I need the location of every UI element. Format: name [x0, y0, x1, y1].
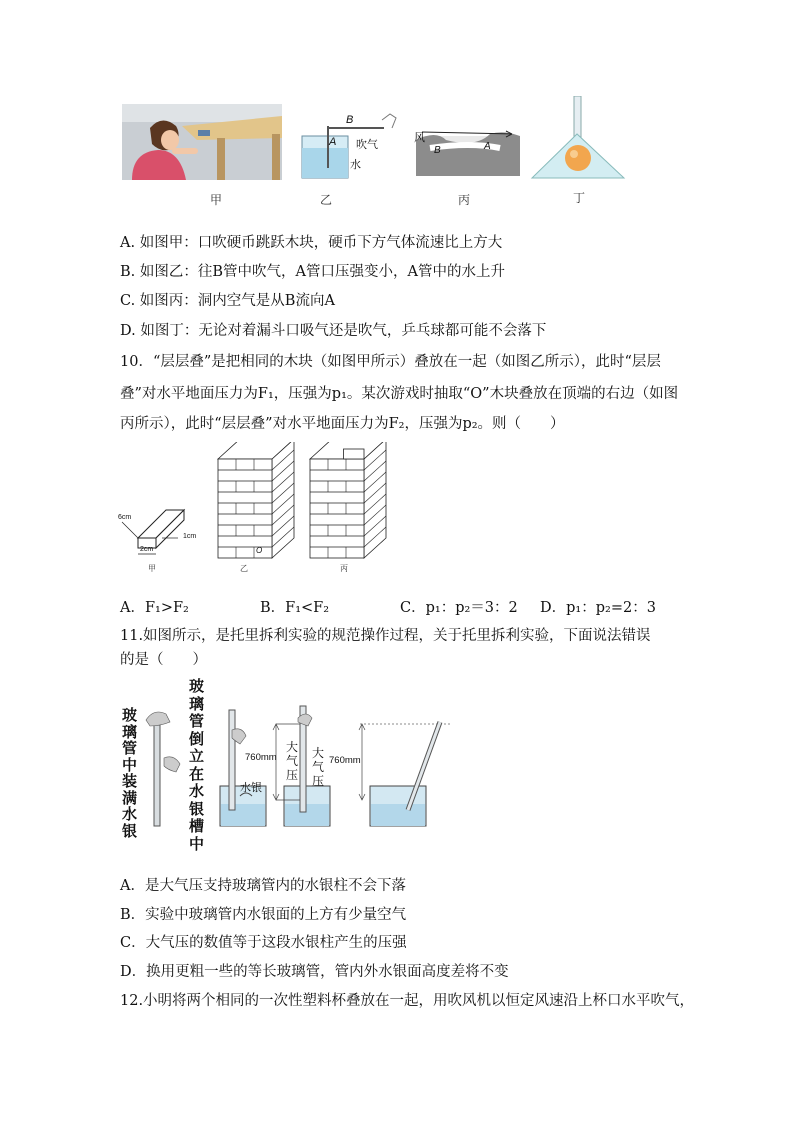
q10-dim-len: 6cm	[118, 514, 132, 521]
q11-option-a: A．是大气压支持玻璃管内的水银柱不会下落	[120, 878, 406, 894]
torricelli-experiment-drawing	[140, 700, 470, 828]
q11-torricelli-figure	[140, 700, 470, 828]
jenga-tower-yi	[214, 442, 298, 562]
q11-label-760mm-2: 760mm	[329, 755, 361, 766]
q11-vertical-caption-1-char: 银	[122, 822, 138, 840]
q9-yi-label-water: 水	[350, 159, 361, 171]
q10-figure-yi	[214, 442, 298, 562]
q10-figure-jia	[118, 504, 198, 560]
q9-bing-label-b: B	[434, 145, 441, 156]
q10-o-label: O	[256, 546, 263, 555]
q9-fig-label-bing: 丙	[458, 193, 471, 207]
q9-fig-label-jia: 甲	[210, 193, 223, 207]
q11-vertical-caption-2-char: 璃	[189, 695, 205, 713]
q10-dim-w: 2cm	[140, 546, 154, 553]
q11-label-atm-2-char: 气	[312, 760, 325, 774]
q9-yi-label-blow: 吹气	[356, 139, 378, 151]
q10-fig-label-yi: 乙	[240, 564, 248, 573]
q11-label-atm-2-char: 大	[312, 746, 325, 760]
q11-vertical-caption-1-char: 满	[122, 789, 138, 807]
q11-vertical-caption-1-char: 管	[122, 740, 138, 757]
q11-label-atm-2-char: 压	[312, 774, 325, 788]
q11-vertical-caption-2-char: 槽	[189, 818, 205, 835]
q11-label-atm-1-char: 气	[286, 754, 299, 768]
q9-option-a: A. 如图甲：口吹硬币跳跃木块，硬币下方气体流速比上方大	[120, 235, 503, 251]
q11-vertical-caption-1-char: 玻	[122, 707, 138, 724]
q11-vertical-caption-2-char: 立	[189, 748, 205, 765]
wood-block-diagram	[118, 504, 198, 560]
funnel-pingpong-apparatus	[528, 96, 628, 180]
q9-figure-jia	[122, 104, 282, 180]
q9-bing-label-a: A	[484, 141, 491, 152]
q11-option-d: D．换用更粗一些的等长玻璃管，管内外水银面高度差将不变	[120, 964, 509, 980]
q11-vertical-caption-2-char: 中	[189, 835, 205, 853]
q10-figure-bing	[306, 442, 390, 562]
prairie-dog-burrow	[416, 126, 520, 176]
q10-option-c: C．p₁：p₂＝3：2	[400, 600, 518, 616]
q9-option-c: C. 如图丙：洞内空气是从B流向A	[120, 293, 335, 309]
q11-vertical-caption-1-char: 中	[122, 756, 138, 774]
q11-vertical-caption-2-char: 管	[189, 713, 205, 730]
q11-vertical-caption-1-char: 璃	[122, 723, 138, 741]
q11-vertical-caption-1	[122, 708, 140, 840]
q10-stem-line-3: 丙所示），此时“层层叠”对水平地面压力为F₂，压强为p₂。则（ ）	[120, 416, 565, 432]
q10-option-b: B．F₁<F₂	[260, 600, 330, 616]
jenga-tower-bing	[306, 442, 390, 562]
q12-stem-line-1: 12.小明将两个相同的一次性塑料杯叠放在一起，用吹风机以恒定风速沿上杯口水平吹气，	[120, 993, 695, 1009]
q9-fig-label-yi: 乙	[320, 193, 333, 207]
q10-option-a: A．F₁>F₂	[120, 600, 189, 616]
q10-dim-h: 1cm	[183, 533, 197, 540]
q9-option-d: D. 如图丁：无论对着漏斗口吸气还是吹气，乒乓球都可能不会落下	[120, 323, 547, 339]
q10-stem-line-2: 叠”对水平地面压力为F₁，压强为p₁。某次游戏时抽取“O”木块叠放在顶端的右边（如图	[120, 386, 679, 402]
q9-option-b: B. 如图乙：往B管中吹气，A管口压强变小，A管中的水上升	[120, 264, 505, 280]
q11-stem-line-2: 的是（ ）	[120, 652, 207, 668]
q11-label-atm-1-char: 压	[286, 768, 299, 782]
q11-option-b: B．实验中玻璃管内水银面的上方有少量空气	[120, 907, 407, 923]
q10-fig-label-jia: 甲	[148, 564, 156, 573]
q11-label-atm-1-char: 大	[286, 740, 299, 754]
q11-label-mercury: 水银	[240, 782, 262, 794]
q11-vertical-caption-2-char: 在	[189, 765, 205, 783]
q9-bing-label-wind: 风	[414, 132, 425, 144]
q11-option-c: C．大气压的数值等于这段水银柱产生的压强	[120, 935, 407, 951]
q11-label-atm-1	[286, 740, 300, 782]
q11-vertical-caption-2-char: 倒	[189, 730, 205, 748]
q11-stem-line-1: 11.如图所示，是托里拆利实验的规范操作过程，关于托里拆利实验，下面说法错误	[120, 628, 651, 644]
q11-vertical-caption-2-char: 银	[189, 800, 205, 818]
q9-yi-label-a: A	[329, 136, 337, 148]
q9-figure-bing	[416, 126, 520, 176]
q11-vertical-caption-2-char: 玻	[189, 678, 205, 695]
q11-label-atm-2	[312, 746, 326, 788]
q9-yi-label-b: B	[346, 114, 354, 126]
q11-label-760mm-1: 760mm	[245, 752, 277, 763]
q11-vertical-caption-1-char: 水	[122, 806, 138, 823]
girl-blowing-coin-illustration	[122, 104, 282, 180]
q11-vertical-caption-1-char: 装	[122, 773, 138, 790]
q11-vertical-caption-2-char: 水	[189, 783, 205, 800]
q10-fig-label-bing: 丙	[340, 564, 348, 573]
q9-figure-ding	[528, 96, 628, 180]
q10-stem-line-1: 10．“层层叠”是把相同的木块（如图甲所示）叠放在一起（如图乙所示），此时“层层	[120, 354, 661, 370]
q9-fig-label-ding: 丁	[573, 191, 586, 205]
q10-option-d: D．p₁：p₂=2：3	[540, 600, 656, 616]
